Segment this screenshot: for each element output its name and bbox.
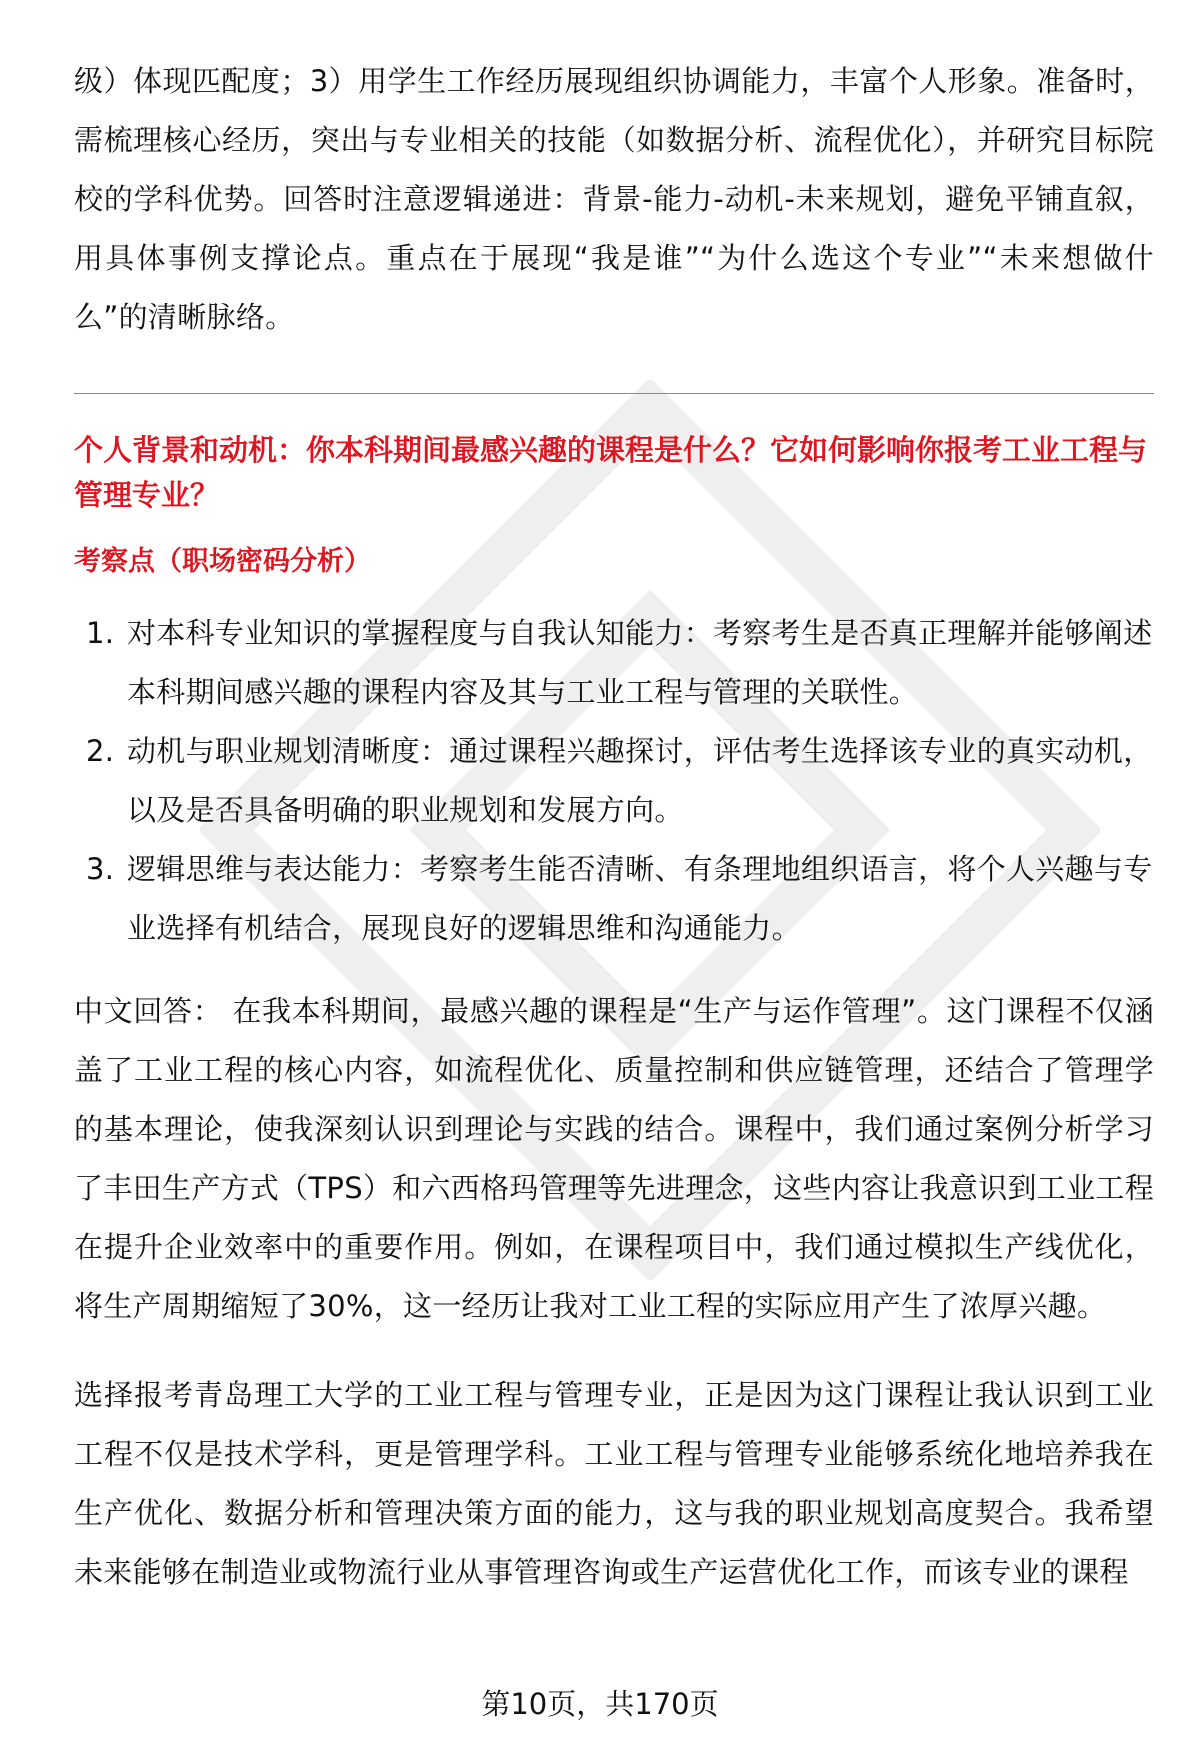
point-number: 3. [86,852,115,886]
point-number: 2. [86,734,115,768]
point-text: 对本科专业知识的掌握程度与自我认知能力：考察考生是否真正理解并能够阐述本科期间感兴趣的课程内容及其与工业工程与管理的关联性。 [127,616,1153,709]
assessment-point [74,604,1154,722]
answer-paragraph-2: 选择报考青岛理工大学的工业工程与管理专业，正是因为这门课程让我认识到工业工程不仅是技术学科，更是管理学科。工业工程与管理专业能够系统化地培养我在生产优化、数据分析和管理决策方面的能力，这与我的职业规划高度契合。我希望未来能够在制造业或物流行业从事管理咨询或生产运营优化工作，而该专业的课程 [74,1378,1154,1589]
question-heading: 个人背景和动机：你本科期间最感兴趣的课程是什么？它如何影响你报考工业工程与管理专业？ [74,433,1148,512]
page-footer: 第10页，共170页 [481,1687,719,1721]
assessment-list [74,604,1154,958]
point-text: 逻辑思维与表达能力：考察考生能否清晰、有条理地组织语言，将个人兴趣与专业选择有机结合，展现良好的逻辑思维和沟通能力。 [127,852,1153,945]
assessment-point [74,722,1154,840]
assessment-heading: 考察点（职场密码分析） [74,546,371,577]
intro-paragraph: 级）体现匹配度；3）用学生工作经历展现组织协调能力，丰富个人形象。准备时，需梳理核心经历，突出与专业相关的技能（如数据分析、流程优化），并研究目标院校的学科优势。回答时注意逻辑递进：背景-能力-动机-未来规划，避免平铺直叙，用具体事例支撑论点。重点在于展现“我是谁”“为什么选这个专业”“未来想做什么”的清晰脉络。 [74,64,1154,334]
point-number: 1. [86,616,115,650]
section-divider [74,393,1154,394]
assessment-point [74,840,1154,958]
main-content [74,52,1154,1602]
point-text: 动机与职业规划清晰度：通过课程兴趣探讨，评估考生选择该专业的真实动机，以及是否具备明确的职业规划和发展方向。 [127,734,1153,827]
answer-paragraph-1: 中文回答： 在我本科期间，最感兴趣的课程是“生产与运作管理”。这门课程不仅涵盖了工业工程的核心内容，如流程优化、质量控制和供应链管理，还结合了管理学的基本理论，使我深刻认识到理论与实践的结合。课程中，我们通过案例分析学习了丰田生产方式（TPS）和六西格玛管理等先进理念，这些内容让我意识到工业工程在提升企业效率中的重要作用。例如，在课程项目中，我们通过模拟生产线优化，将生产周期缩短了30%，这一经历让我对工业工程的实际应用产生了浓厚兴趣。 [74,994,1155,1323]
